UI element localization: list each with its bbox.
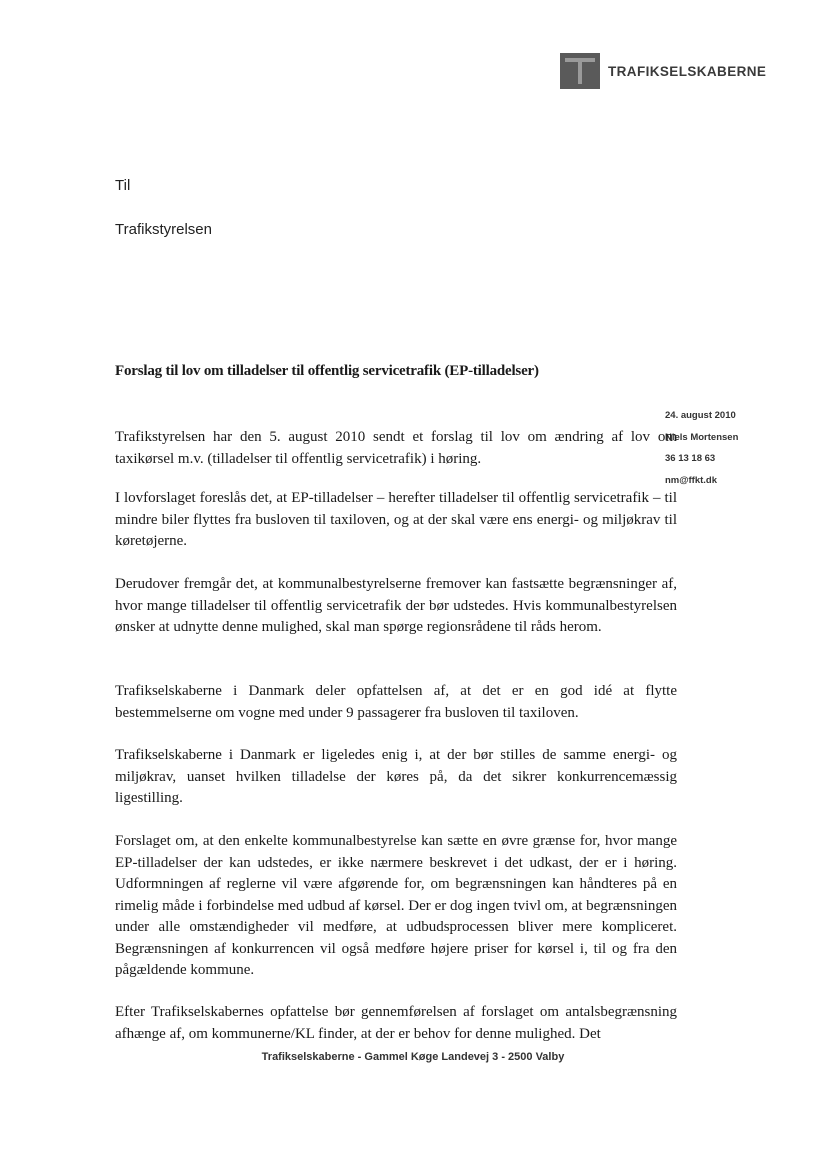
sender-email: nm@ffkt.dk — [665, 474, 718, 486]
logo-text: TRAFIKSELSKABERNE — [608, 63, 767, 79]
recipient-line-1: Til — [115, 177, 131, 194]
paragraph-2: I lovforslaget foreslås det, at EP-tilladelser – herefter tilladelser til offentlig servicetrafik – til mindre biler flyttes fra busloven til taxiloven, og at der skal være ens energi- og miljøkrav til køretøjerne. — [115, 490, 677, 549]
sender-meta — [665, 409, 795, 495]
letterhead-logo — [560, 53, 766, 89]
paragraph-5: Trafikselskaberne i Danmark er ligeledes enig i, at der bør stilles de samme energi- og miljøkrav, uanset hvilken tilladelse der køres på, da det sikrer konkurrencemæssig ligestilling. — [115, 747, 677, 806]
logo-mark-icon — [560, 53, 600, 89]
page-footer: Trafikselskaberne - Gammel Køge Landevej 3 - 2500 Valby — [261, 1051, 565, 1063]
paragraph-7: Efter Trafikselskabernes opfattelse bør gennemførelsen af forslaget om antalsbegrænsning afhænge af, om kommunerne/KL finder, at der er behov for denne mulighed. Det — [115, 1004, 677, 1042]
paragraph-4: Trafikselskaberne i Danmark deler opfattelsen af, at det er en god idé at flytte bestemmelserne om vogne med under 9 passagerer fra busloven til taxiloven. — [115, 683, 677, 721]
paragraph-1: Trafikstyrelsen har den 5. august 2010 sendt et forslag til lov om ændring af lov om taxikørsel m.v. (tilladelser til offentlig servicetrafik) i høring. — [115, 429, 677, 467]
letter-subject: Forslag til lov om tilladelser til offentlig servicetrafik (EP-tilladelser) — [115, 363, 539, 379]
paragraph-6: Forslaget om, at den enkelte kommunalbestyrelse kan sætte en øvre grænse for, hvor mange EP-tilladelser der kan udstedes, er ikke nærmere beskrevet i det udkast, der er i høring. Udformningen af reglerne vil være afgørende for, om begrænsningen kan håndteres på en rimelig måde i forbindelse med udbud af kørsel. Der er dog ingen tvivl om, at begrænsningen under alle omstændigheder vil medføre, at udbudsprocessen bliver mere kompliceret. Begrænsningen af konkurrencen vil også medføre højere priser for kørsel i, til og fra den pågældende kommune. — [115, 833, 677, 978]
recipient-line-2: Trafikstyrelsen — [115, 221, 212, 238]
letter-date: 24. august 2010 — [665, 410, 736, 421]
paragraph-3: Derudover fremgår det, at kommunalbestyrelserne fremover kan fastsætte begrænsninger af, hvor mange tilladelser til offentlig servicetrafik der bør udstedes. Hvis kommunalbestyrelsen ønsker at udnytte denne mulighed, skal man spørge regionsrådene til råds herom. — [115, 576, 677, 635]
sender-name: Niels Mortensen — [665, 431, 739, 443]
sender-phone: 36 13 18 63 — [665, 453, 716, 464]
